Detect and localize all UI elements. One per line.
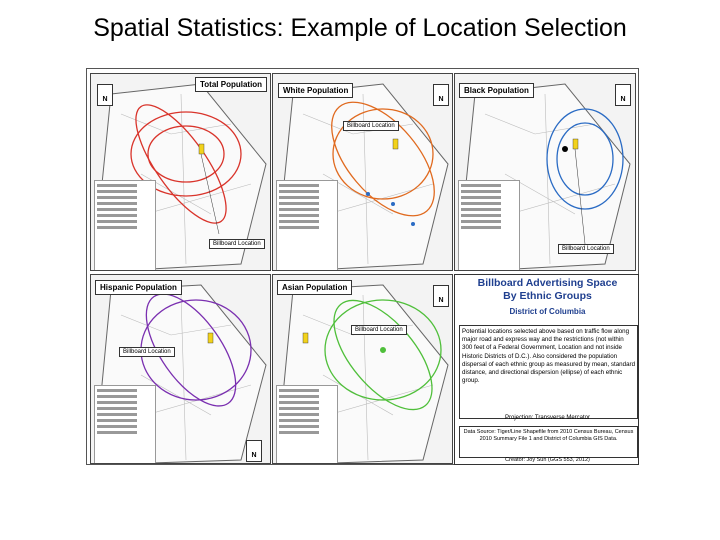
panel-title-total: Total Population	[195, 77, 267, 92]
map-panel-hispanic	[90, 274, 271, 464]
info-subtitle: District of Columbia	[509, 307, 586, 316]
map-legend	[458, 180, 520, 271]
info-title	[455, 277, 640, 303]
billboard-label-asian: Billboard Location	[351, 325, 407, 335]
panel-title-asian: Asian Population	[277, 280, 352, 295]
info-title-line2: By Ethnic Groups	[503, 290, 592, 302]
slide-title: Spatial Statistics: Example of Location Selection	[93, 14, 627, 42]
map-panel-asian	[272, 274, 453, 464]
panel-title-white: White Population	[278, 83, 353, 98]
map-legend	[276, 385, 338, 464]
map-poster	[86, 68, 639, 465]
north-arrow-icon: N	[615, 84, 631, 106]
billboard-label-hispanic: Billboard Location	[119, 347, 175, 357]
info-title-line1: Billboard Advertising Space	[477, 277, 618, 289]
billboard-label-total: Billboard Location	[209, 239, 265, 249]
north-arrow-icon: N	[433, 285, 449, 307]
info-panel	[454, 274, 639, 465]
info-credit: Creator: Joy Sun (GGS 553, 2012)	[505, 457, 590, 463]
map-panel-black	[454, 73, 636, 271]
info-projection: Projection: Transverse Mercator	[504, 415, 591, 421]
info-description: Potential locations selected above based on traffic flow along major road and express way and the restrictions (not within 300 feet of a Federal Government, Location and not inside Historic Districts of D.C.). Also considered the population dispersal of each ethnic group as measured by mean, standard distance, and directional dispersion (ellipse) of each ethnic group.	[459, 325, 638, 419]
info-data-source: Data Source: Tiger/Line Shapefile from 2010 Census Bureau, Census 2010 Summary File 1 and District of Columbia GIS Data.	[459, 426, 638, 458]
billboard-label-white: Billboard Location	[343, 121, 399, 131]
north-arrow-icon: N	[246, 440, 262, 462]
panel-title-hispanic: Hispanic Population	[95, 280, 182, 295]
panel-title-black: Black Population	[459, 83, 534, 98]
map-legend	[94, 385, 156, 464]
map-legend	[276, 180, 338, 271]
map-panel-total	[90, 73, 271, 271]
billboard-label-black: Billboard Location	[558, 244, 614, 254]
map-legend	[94, 180, 156, 271]
north-arrow-icon: N	[97, 84, 113, 106]
map-panel-white	[272, 73, 453, 271]
north-arrow-icon: N	[433, 84, 449, 106]
